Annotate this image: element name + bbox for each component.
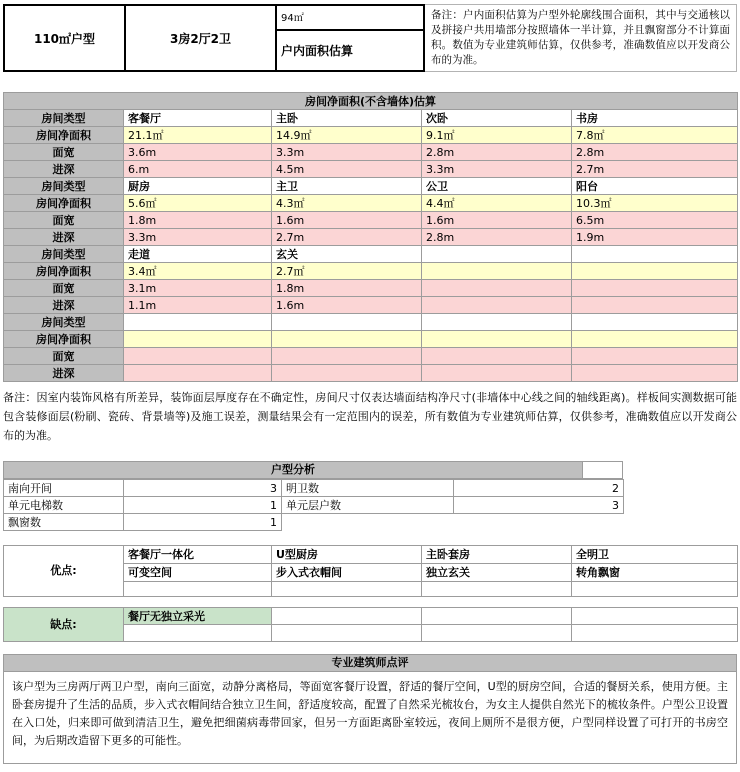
room-depth-cell: 4.5m [272,161,422,178]
room-width-cell: 3.1m [124,280,272,297]
cons-item-cell [422,625,572,642]
room-depth-row [4,297,738,314]
room-area-cell: 9.1㎡ [422,127,572,144]
room-area-cell [572,263,738,280]
room-type-cell [422,314,572,331]
room-width-cell: 1.6m [422,212,572,229]
cons-item-cell [572,608,738,625]
analysis-label: 南向开间 [4,480,124,497]
room-type-cell [572,246,738,263]
analysis-value: 1 [124,514,282,531]
room-area-row [4,195,738,212]
room-type-cell: 次卧 [422,110,572,127]
pros-row [4,546,738,564]
room-depth-row [4,161,738,178]
room-width-cell: 1.6m [272,212,422,229]
room-type-cell: 主卧 [272,110,422,127]
pros-item-cell: 全明卫 [572,546,738,564]
measurement-note: 备注：因室内装饰风格有所差异，装饰面层厚度存在不确定性，房间尺寸仅表达墙面结构净尺寸(非墙体中心线之间的轴线距离)。样板间实测数据可能包含装修面层(粉刷、瓷砖、背景墙等)及施工误差，测量结果会有一定范围内的误差，所有数值为专业建筑师估算，仅供参考，准确数值应以开发商公布的为准。 [3,391,737,442]
row-label-area: 房间净面积 [4,263,124,280]
room-area-cell: 3.4㎡ [124,263,272,280]
row-label-depth: 进深 [4,229,124,246]
room-area-row [4,331,738,348]
room-width-cell: 2.8m [422,144,572,161]
analysis-label: 单元层户数 [282,497,454,514]
room-depth-cell [272,365,422,382]
room-type-cell: 玄关 [272,246,422,263]
pros-item-cell: U型厨房 [272,546,422,564]
room-depth-cell [572,365,738,382]
room-area-cell [272,331,422,348]
analysis-row [4,480,624,497]
row-label-depth: 进深 [4,297,124,314]
room-depth-cell: 2.7m [572,161,738,178]
row-label-width: 面宽 [4,280,124,297]
room-depth-cell [422,297,572,314]
row-label-area: 房间净面积 [4,195,124,212]
room-type-cell: 书房 [572,110,738,127]
row-label-width: 面宽 [4,348,124,365]
row-label-type: 房间类型 [4,178,124,195]
room-width-row [4,212,738,229]
analysis-title: 户型分析 [3,461,583,479]
pros-item-cell [422,582,572,597]
room-type-cell [272,314,422,331]
row-label-depth: 进深 [4,365,124,382]
cons-row [4,608,738,625]
room-area-cell: 5.6㎡ [124,195,272,212]
room-area-row [4,263,738,280]
analysis-label: 明卫数 [282,480,454,497]
room-depth-cell [124,365,272,382]
analysis-row [4,497,624,514]
pros-table [3,545,738,597]
room-type-cell [572,314,738,331]
room-width-cell [572,348,738,365]
inner-area-label: 户内面积估算 [281,44,354,58]
room-width-cell [124,348,272,365]
room-table-title-row [4,93,738,110]
pros-item-cell [572,582,738,597]
room-type-cell: 公卫 [422,178,572,195]
cons-item-cell [124,625,272,642]
room-type-cell [124,314,272,331]
room-depth-cell: 3.3m [422,161,572,178]
inner-area-value: 94㎡ [277,6,423,31]
room-type-cell: 阳台 [572,178,738,195]
room-width-cell [272,348,422,365]
pros-label: 优点: [4,546,124,597]
unit-layout-cell: 3房2厅2卫 [124,4,277,72]
analysis-label: 单元电梯数 [4,497,124,514]
room-width-cell: 6.5m [572,212,738,229]
room-width-row [4,348,738,365]
pros-item-cell: 转角飘窗 [572,564,738,582]
room-area-table [3,92,738,382]
row-label-type: 房间类型 [4,314,124,331]
pros-item-cell: 步入式衣帽间 [272,564,422,582]
room-type-cell: 主卫 [272,178,422,195]
room-type-row [4,178,738,195]
room-area-cell [572,331,738,348]
room-depth-row [4,365,738,382]
analysis-value: 3 [124,480,282,497]
room-area-cell [422,263,572,280]
cons-label: 缺点: [4,608,124,642]
room-table-title: 房间净面积(不含墙体)估算 [4,93,738,110]
row-label-type: 房间类型 [4,246,124,263]
row-label-type: 房间类型 [4,110,124,127]
pros-item-cell: 客餐厅一体化 [124,546,272,564]
cons-item-cell [272,625,422,642]
room-area-cell: 10.3㎡ [572,195,738,212]
room-depth-cell: 2.7m [272,229,422,246]
room-type-row [4,110,738,127]
room-type-row [4,246,738,263]
room-type-cell: 厨房 [124,178,272,195]
room-width-cell: 3.6m [124,144,272,161]
analysis-header-spacer [583,461,623,479]
room-width-cell: 1.8m [124,212,272,229]
room-depth-cell: 3.3m [124,229,272,246]
room-area-row [4,127,738,144]
row-label-depth: 进深 [4,161,124,178]
unit-size-cell: 110㎡户型 [3,4,126,72]
room-width-row [4,280,738,297]
room-area-cell: 4.3㎡ [272,195,422,212]
analysis-row [4,514,624,531]
analysis-label: 飘窗数 [4,514,124,531]
analysis-value: 3 [454,497,624,514]
review-title: 专业建筑师点评 [3,654,737,672]
header-note: 备注：户内面积估算为户型外轮廓线围合面积，其中与交通核以及拼接户共用墙部分按照墙体一半计算，并且飘窗部分不计算面积。数值为专业建筑师估算，仅供参考，准确数值应以开发商公布的为准。 [425,4,737,72]
room-type-row [4,314,738,331]
room-depth-cell [422,365,572,382]
room-type-cell [422,246,572,263]
row-label-width: 面宽 [4,212,124,229]
room-depth-cell: 1.6m [272,297,422,314]
room-area-cell: 21.1㎡ [124,127,272,144]
room-depth-cell: 1.1m [124,297,272,314]
room-area-cell: 4.4㎡ [422,195,572,212]
row-label-area: 房间净面积 [4,127,124,144]
pros-item-cell: 主卧套房 [422,546,572,564]
pros-item-cell: 独立玄关 [422,564,572,582]
cons-item-cell [422,608,572,625]
room-depth-cell [572,297,738,314]
room-width-cell: 3.3m [272,144,422,161]
row-label-width: 面宽 [4,144,124,161]
pros-item-cell: 可变空间 [124,564,272,582]
cons-item-cell [572,625,738,642]
room-area-cell: 14.9㎡ [272,127,422,144]
analysis-header [3,461,623,479]
room-width-cell [572,280,738,297]
room-area-cell [124,331,272,348]
room-area-cell: 2.7㎡ [272,263,422,280]
pros-item-cell [124,582,272,597]
inner-area-cell [275,4,425,72]
cons-item-cell [272,608,422,625]
analysis-value: 1 [124,497,282,514]
top-header [3,4,737,72]
cons-table [3,607,738,642]
room-width-row [4,144,738,161]
room-type-cell: 走道 [124,246,272,263]
analysis-table [3,479,624,531]
room-depth-cell: 6.m [124,161,272,178]
cons-item-cell: 餐厅无独立采光 [124,608,272,625]
analysis-value: 2 [454,480,624,497]
room-width-cell: 2.8m [572,144,738,161]
room-type-cell: 客餐厅 [124,110,272,127]
room-width-cell: 1.8m [272,280,422,297]
analysis-empty-cell [282,514,624,531]
room-depth-cell: 2.8m [422,229,572,246]
room-depth-row [4,229,738,246]
room-area-cell: 7.8㎡ [572,127,738,144]
room-area-cell [422,331,572,348]
room-width-cell [422,348,572,365]
room-width-cell [422,280,572,297]
row-label-area: 房间净面积 [4,331,124,348]
pros-item-cell [272,582,422,597]
room-depth-cell: 1.9m [572,229,738,246]
review-text: 该户型为三房两厅两卫户型，南向三面宽，动静分离格局，等面宽客餐厅设置，舒适的餐厅空间，U型的厨房空间，合适的餐厨关系，使用方便。主卧套房提升了生活的品质，步入式衣帽间结合独立卫生间，舒适度较高，配置了自然采光梳妆台，为女主人提供自然光下的梳妆条件。户型公卫设置在入口处，归来即可做到清洁卫生，避免把细菌病毒带回家，但另一方面距离卧室较远，夜间上厕所不是很方便，户型同样设置了可打开的书房空间，为后期改造留下更多的可能性。 [3,672,737,764]
